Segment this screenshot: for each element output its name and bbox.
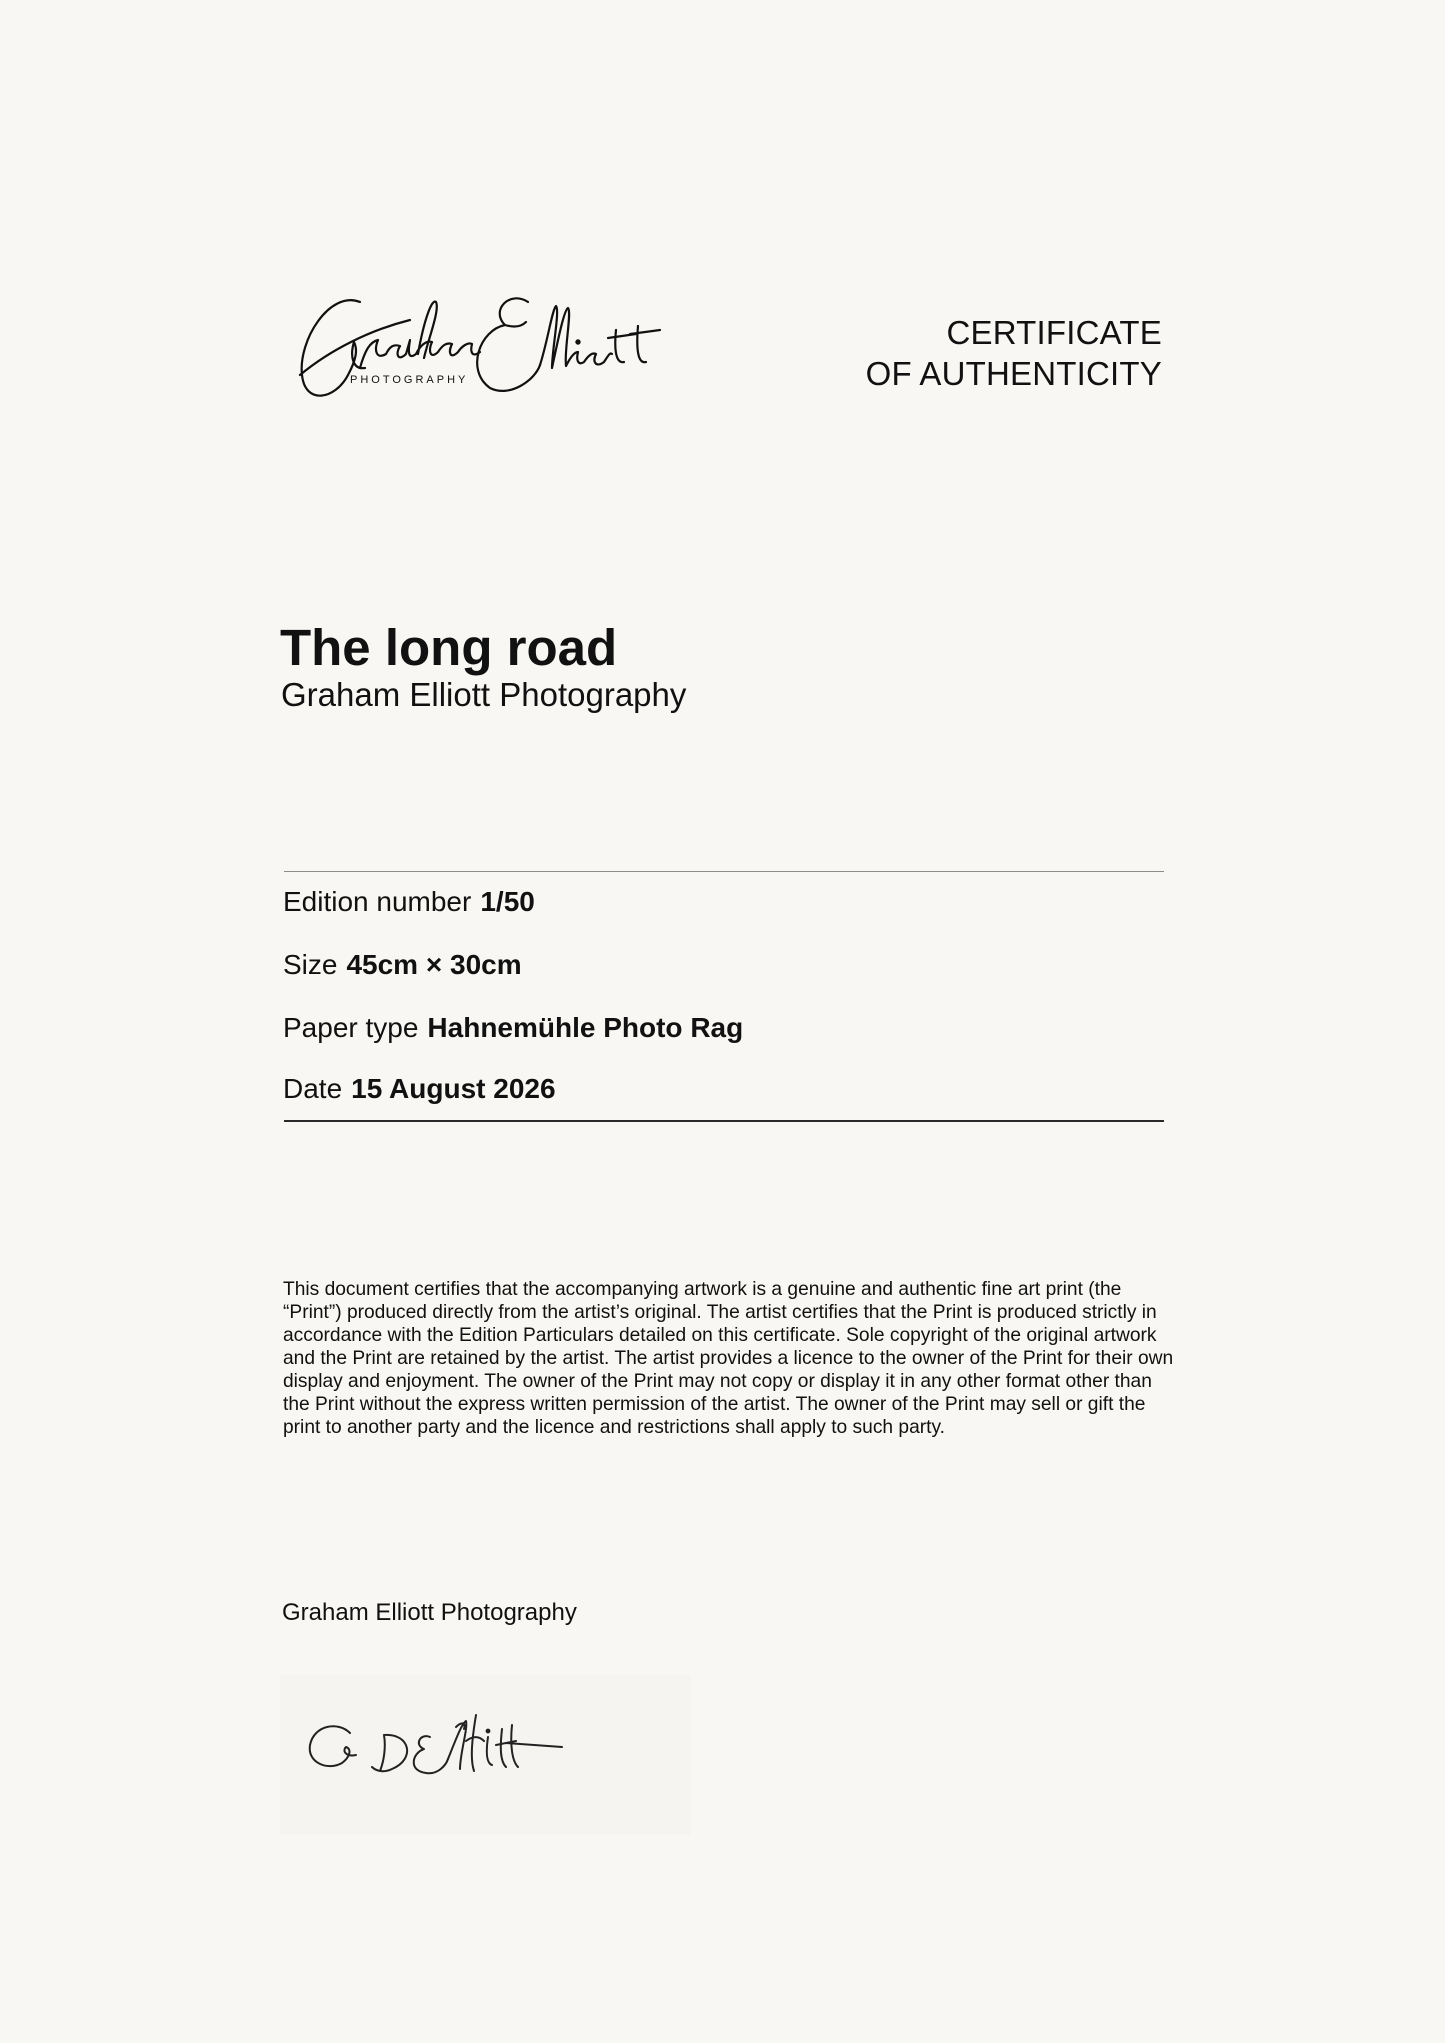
certificate-heading-line-1: CERTIFICATE xyxy=(946,314,1162,351)
particular-value: 45cm × 30cm xyxy=(346,949,522,980)
particulars-top-divider xyxy=(284,871,1164,872)
artwork-artist: Graham Elliott Photography xyxy=(281,676,687,713)
particular-label: Date xyxy=(283,1073,343,1104)
brand-logo xyxy=(290,280,700,420)
particular-label: Size xyxy=(283,949,338,980)
particular-label: Edition number xyxy=(283,886,472,917)
particular-value: 15 August 2026 xyxy=(351,1073,556,1104)
particular-size xyxy=(283,948,522,982)
particular-value: Hahnemühle Photo Rag xyxy=(427,1012,744,1043)
footer-signatory-name: Graham Elliott Photography xyxy=(282,1599,577,1626)
particulars-bottom-divider xyxy=(284,1120,1164,1122)
particular-edition-number xyxy=(283,885,535,919)
certificate-heading-line-2: OF AUTHENTICITY xyxy=(865,355,1162,392)
particular-value: 1/50 xyxy=(480,886,535,917)
logo-tagline: PHOTOGRAPHY xyxy=(350,374,469,386)
particular-label: Paper type xyxy=(283,1012,419,1043)
script-wordmark-logo-icon xyxy=(290,280,700,420)
signature-image xyxy=(280,1675,690,1835)
particular-date xyxy=(283,1072,556,1106)
authenticity-statement: This document certifies that the accompanying artwork is a genuine and authentic fine art print (the “Print”) produced directly from the artist’s original. The artist certifies that the Print is produced strictly in accordance with the Edition Particulars detailed on this certificate. Sole copyright of the original artwork and the Print are retained by the artist. The artist provides a licence to the owner of the Print for their own display and enjoyment. The owner of the Print may not copy or display it in any other format other than the Print without the express written permission of the artist. The owner of the Print may sell or gift the print to another party and the licence and restrictions shall apply to such party. xyxy=(283,1279,1174,1438)
particular-paper-type xyxy=(283,1011,743,1045)
artwork-title: The long road xyxy=(280,619,618,676)
certificate-heading xyxy=(866,312,1162,394)
handwritten-signature-icon xyxy=(280,1675,690,1835)
